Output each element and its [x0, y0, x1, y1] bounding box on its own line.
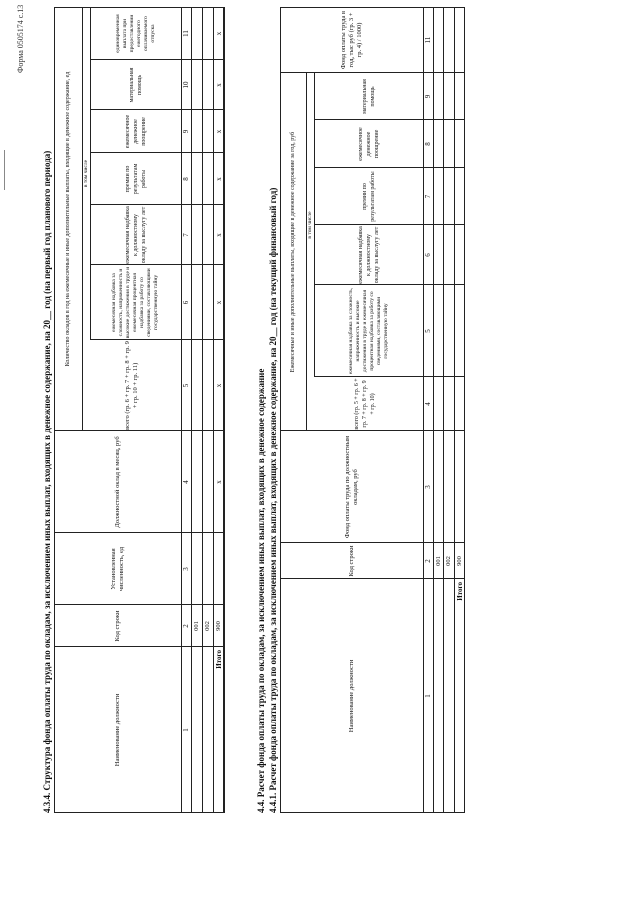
t2-num-6: 6 — [424, 253, 432, 257]
t2-itogo: Итого — [455, 582, 464, 601]
t1-col-position: Наименование должности — [113, 693, 121, 767]
t1-num-5: 5 — [182, 383, 190, 388]
t1-x-7: x — [214, 233, 223, 237]
t2-num-1: 1 — [424, 694, 432, 698]
t1-x-8: x — [214, 177, 223, 181]
t2-num-5: 5 — [424, 329, 432, 333]
t1-code-002: 002 — [204, 621, 211, 631]
t1-code-001: 001 — [193, 621, 200, 631]
t1-col-8: премии по результатам работы — [124, 163, 147, 195]
t2-num-7: 7 — [424, 194, 432, 199]
section2-subtitle: 4.4.1. Расчет фонда оплаты труда по окладам, за исключением иных выплат, входящих в денежное содержание, на 20__ год (на текущий финансовый год) — [268, 187, 278, 813]
section1-title: 4.3.4. Структура фонда оплаты труда по окладам, за исключением иных выплат, входящих в денежное содержание, на 20__ год (на первый год планового периода) — [42, 150, 52, 813]
t2-num-11: 11 — [424, 36, 432, 44]
t2-num-2: 2 — [424, 559, 432, 563]
t2-num-8: 8 — [424, 142, 432, 146]
t1-num-10: 10 — [182, 81, 190, 89]
t1-col-6: ежемесячная надбавка за сложность, напряженность и высокие достижения в труде и ежемесячная процентная надбавка за работу со сведениями, составляющими государственную тайну — [111, 266, 159, 339]
t2-num-9: 9 — [424, 94, 432, 99]
t1-col-10: материальная помощь — [128, 67, 143, 103]
t2-col-group-title: Ежемесячные и иные дополнительные выплаты, входящие в денежное содержание за год, руб — [290, 131, 296, 373]
t1-num-6: 6 — [182, 300, 190, 305]
t2-col-5: ежемесячная надбавка за сложность, напряженность и высокие достижения в труде и ежемесячная процентная надбавка за работу со сведениями, составляющими государственную тайну — [347, 287, 389, 375]
t1-num-4: 4 — [182, 480, 190, 484]
t2-col-fund-salary: Фонд оплаты труда по должностным окладам, руб — [343, 435, 359, 539]
t2-code-002: 002 — [445, 556, 452, 566]
t1-num-3: 3 — [182, 567, 190, 571]
t1-col-group-title: Количество окладов в год на ежемесячные и иные дополнительные выплаты, входящие в денежное содержание, ед — [65, 71, 71, 367]
t1-num-2: 2 — [182, 624, 190, 628]
t2-col-code: Код строки — [347, 545, 355, 577]
t2-col-position: Наименование должности — [347, 659, 355, 733]
t1-col-11: единовременная выплата при предоставлении ежегодного оплачиваемого отпуска — [114, 14, 156, 53]
t1-num-11: 11 — [182, 30, 190, 37]
t1-num-7: 7 — [182, 233, 190, 237]
t1-col-code: Код строки — [113, 610, 121, 642]
form-code: Форма 0505174 с.13 — [16, 4, 25, 73]
t1-x-6: x — [214, 300, 223, 305]
t1-col-9: ежемесячное денежное поощрение — [124, 114, 147, 149]
t1-num-1: 1 — [182, 728, 190, 732]
t2-col-7: премии по результатам работы — [361, 171, 376, 222]
t1-x-10: x — [214, 83, 223, 87]
t2-col-9: материальная помощь — [361, 79, 376, 114]
t1-itogo: Итого — [214, 650, 223, 669]
t1-x-4: x — [214, 480, 223, 484]
t2-col-incl: в том числе — [307, 211, 313, 239]
t1-num-8: 8 — [182, 177, 190, 181]
t2-code-001: 001 — [434, 556, 442, 566]
t1-num-9: 9 — [182, 129, 190, 134]
t2-num-4: 4 — [424, 402, 432, 406]
scan-margin-mark — [4, 150, 5, 190]
t2-col-8: ежемесячное денежное поощрение — [357, 127, 380, 161]
t2-code-900: 900 — [456, 556, 463, 566]
t2-col-6: ежемесячная надбавка к должностному окладу за выслугу лет — [357, 226, 380, 284]
t2-col-total: всего (гр. 5 + гр. 6 + гр. 7 + гр. 8 + гр. 9 + гр. 10) — [353, 378, 376, 430]
t2-col-11: Фонд оплаты труда в год, тыс руб (гр. 3 + гр. 4) / 1000) — [339, 10, 363, 70]
t1-x-9: x — [214, 129, 223, 134]
t1-x-11: x — [214, 31, 223, 36]
t1-x-5: x — [214, 383, 223, 388]
t1-col-7: ежемесячная надбавка к должностному окладу за выслугу лет — [124, 206, 147, 264]
section2-title: 4.4. Расчет фонда оплаты труда по окладам, за исключением иных выплат, входящих в денежное содержание — [256, 368, 266, 813]
t2-num-3: 3 — [424, 485, 432, 489]
t1-col-salary: Должностной оклад в месяц, руб — [113, 436, 121, 528]
t1-col-total: всего (гр. 6 + гр. 7 + гр. 8 + гр. 9 + гр. 10 + гр. 11) — [123, 341, 139, 430]
t1-col-incl: в том числе — [83, 159, 89, 188]
t1-col-headcount: Установленная численность, ед — [109, 546, 125, 592]
t1-code-900: 900 — [215, 621, 222, 631]
